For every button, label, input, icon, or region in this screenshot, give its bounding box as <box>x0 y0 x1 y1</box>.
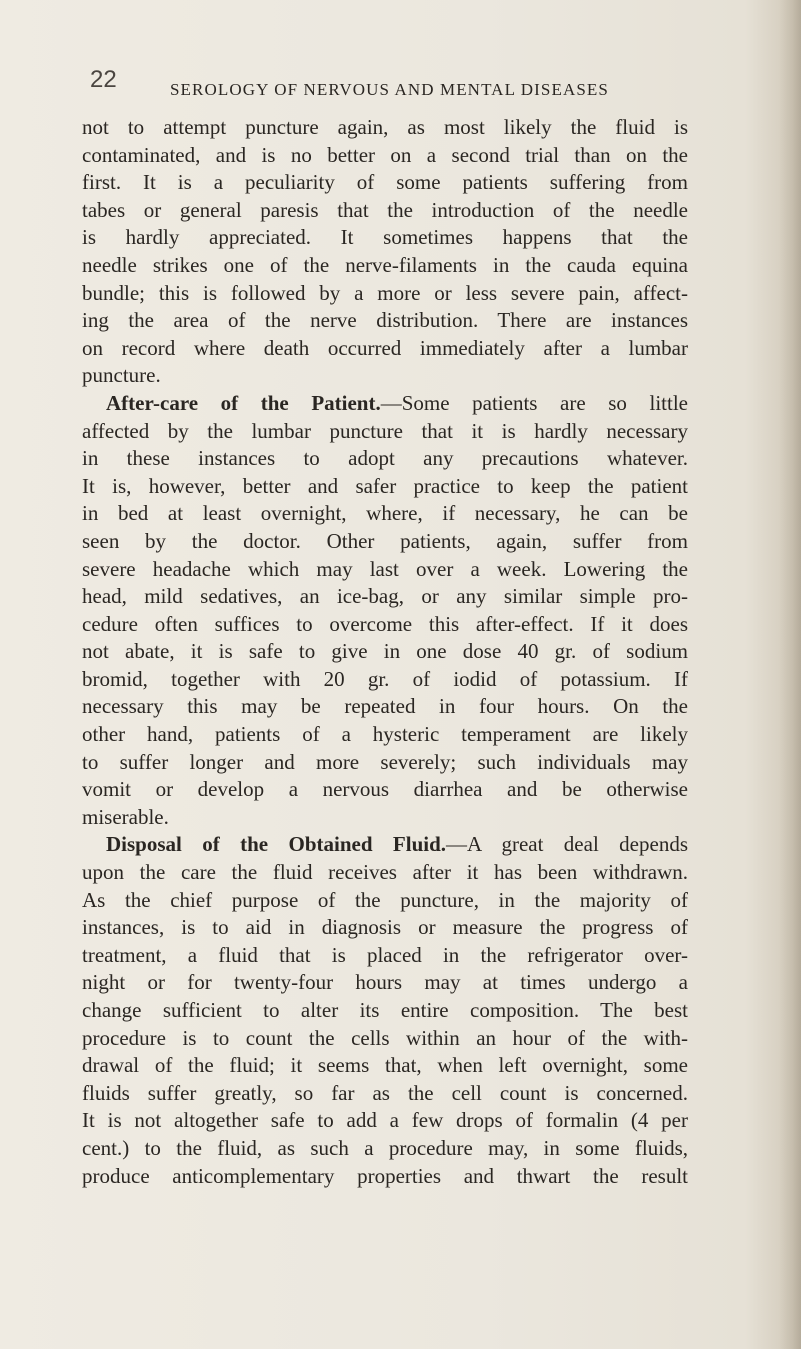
page-number: 22 <box>90 66 117 93</box>
body-text <box>82 114 688 1190</box>
text-line: instances, is to aid in diagnosis or measure the progress of <box>82 915 688 940</box>
text-line: needle strikes one of the nerve-filaments in the cauda equina <box>82 252 688 277</box>
text-line: is hardly appreciated. It sometimes happens that the <box>82 225 688 250</box>
section-heading-after-care: After-care of the Patient. <box>106 390 381 415</box>
text-line: It is not altogether safe to add a few drops of formalin (4 per <box>82 1108 688 1133</box>
text-line: procedure is to count the cells within an hour of the with- <box>82 1025 688 1050</box>
text-line: necessary this may be repeated in four hours. On the <box>82 694 688 719</box>
paragraph-text: —A great deal depends <box>446 832 688 857</box>
text-line: tabes or general paresis that the introduction of the needle <box>82 197 688 222</box>
text-line: severe headache which may last over a week. Lowering the <box>82 556 688 581</box>
text-line: treatment, a fluid that is placed in the refrigerator over- <box>82 942 688 967</box>
text-line: night or for twenty-four hours may at times undergo a <box>82 970 688 995</box>
text-line: It is, however, better and safer practice to keep the patient <box>82 473 688 498</box>
running-head <box>90 66 680 100</box>
text-line: seen by the doctor. Other patients, again, suffer from <box>82 528 688 553</box>
text-line: to suffer longer and more severely; such individuals may <box>82 749 688 774</box>
text-line: cent.) to the fluid, as such a procedure may, in some fluids, <box>82 1135 688 1160</box>
running-title: SEROLOGY OF NERVOUS AND MENTAL DISEASES <box>170 80 609 99</box>
text-line: on record where death occurred immediately after a lumbar <box>82 335 688 360</box>
text-line: contaminated, and is no better on a second trial than on the <box>82 142 688 167</box>
section-heading-disposal: Disposal of the Obtained Fluid. <box>106 832 447 857</box>
text-line: change sufficient to alter its entire composition. The best <box>82 998 688 1022</box>
text-line: bundle; this is followed by a more or less severe pain, affect- <box>82 280 688 305</box>
text-line: puncture. <box>82 363 161 388</box>
text-line: produce anticomplementary properties and thwart the result <box>82 1163 688 1188</box>
text-line: As the chief purpose of the puncture, in the majority of <box>82 887 688 912</box>
text-line: not to attempt puncture again, as most likely the fluid is <box>82 115 688 139</box>
text-line: drawal of the fluid; it seems that, when left overnight, some <box>82 1053 688 1078</box>
text-line: miserable. <box>82 804 169 829</box>
text-line: not abate, it is safe to give in one dose 40 gr. of sodium <box>82 639 688 664</box>
page-edge-shadow <box>779 0 801 1349</box>
text-line: in these instances to adopt any precautions whatever. <box>82 446 688 471</box>
text-line: upon the care the fluid receives after it has been withdrawn. <box>82 860 688 885</box>
text-line: in bed at least overnight, where, if necessary, he can be <box>82 501 688 526</box>
text-line: bromid, together with 20 gr. of iodid of potassium. If <box>82 666 688 691</box>
text-line: first. It is a peculiarity of some patients suffering from <box>82 170 688 195</box>
text-line: ing the area of the nerve distribution. There are instances <box>82 308 688 333</box>
text-line: cedure often suffices to overcome this after-effect. If it does <box>82 611 688 636</box>
text-line: fluids suffer greatly, so far as the cell count is concerned. <box>82 1080 688 1105</box>
paragraph-first-line <box>82 390 688 418</box>
paragraph-first-line <box>82 831 688 859</box>
text-line: affected by the lumbar puncture that it is hardly necessary <box>82 418 688 443</box>
text-line: head, mild sedatives, an ice-bag, or any similar simple pro- <box>82 584 688 609</box>
paragraph-text: —Some patients are so little <box>380 390 688 415</box>
text-line: other hand, patients of a hysteric temperament are likely <box>82 722 688 747</box>
text-line: vomit or develop a nervous diarrhea and be otherwise <box>82 777 688 802</box>
